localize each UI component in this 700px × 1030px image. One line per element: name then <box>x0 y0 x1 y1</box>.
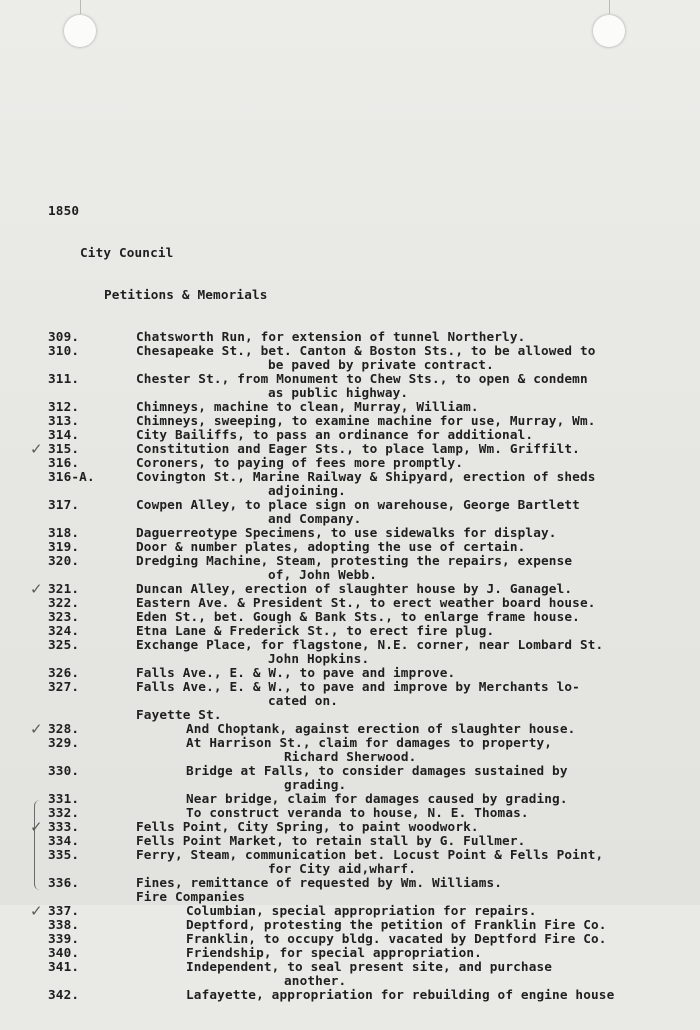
entry-line <box>48 988 688 1002</box>
entry-number: 316. <box>48 455 80 470</box>
entry-line <box>48 386 688 400</box>
entry-text: Friendship, for special appropriation. <box>186 945 482 960</box>
entry-text: City Bailiffs, to pass an ordinance for additional. <box>136 427 534 442</box>
entry-number: 335. <box>48 847 80 862</box>
handwritten-check-mark: ✓ <box>30 720 43 738</box>
entry-line <box>30 440 688 458</box>
entry-line <box>48 638 688 652</box>
punch-hole <box>63 14 97 48</box>
entry-line <box>48 484 688 498</box>
handwritten-check-mark: ✓ <box>30 818 43 836</box>
entry-line <box>48 862 688 876</box>
entry-text: And Choptank, against erection of slaughter house. <box>186 721 576 736</box>
entry-text: Falls Ave., E. & W., to pave and improve. <box>136 665 456 680</box>
year: 1850 <box>48 203 80 218</box>
entry-text: Fells Point, City Spring, to paint woodwork. <box>136 819 479 834</box>
entry-number: 324. <box>48 623 80 638</box>
entry-line <box>48 932 688 946</box>
entry-line <box>48 554 688 568</box>
entry-number: 337. <box>48 903 80 918</box>
entry-text-continuation: grading. <box>284 777 347 792</box>
entry-text: Duncan Alley, erection of slaughter house by J. Ganagel. <box>136 581 573 596</box>
entry-number: 313. <box>48 413 80 428</box>
entry-line <box>48 372 688 386</box>
entry-line <box>30 818 688 836</box>
entry-text: Columbian, special appropriation for repairs. <box>186 903 537 918</box>
entry-text: Chimneys, sweeping, to examine machine for use, Murray, Wm. <box>136 413 596 428</box>
entry-text-continuation: John Hopkins. <box>268 651 370 666</box>
entry-number: 332. <box>48 805 80 820</box>
entry-line <box>48 848 688 862</box>
entry-text-continuation: be paved by private contract. <box>268 357 494 372</box>
entry-line <box>48 918 688 932</box>
entry-text: To construct veranda to house, N. E. Thomas. <box>186 805 529 820</box>
entry-text-continuation: cated on. <box>268 693 339 708</box>
entry-number: 322. <box>48 595 80 610</box>
entry-text-continuation: and Company. <box>268 511 362 526</box>
entry-number: 336. <box>48 875 80 890</box>
entry-text: Etna Lane & Frederick St., to erect fire plug. <box>136 623 495 638</box>
entry-number: 317. <box>48 497 80 512</box>
handwritten-check-mark: ✓ <box>30 440 43 458</box>
entry-text: Near bridge, claim for damages caused by grading. <box>186 791 568 806</box>
entry-number: 321. <box>48 581 80 596</box>
entry-text: Eastern Ave. & President St., to erect weather board house. <box>136 595 596 610</box>
entry-line <box>48 414 688 428</box>
entry-text: Eden St., bet. Gough & Bank Sts., to enlarge frame house. <box>136 609 580 624</box>
punch-hole <box>592 14 626 48</box>
entry-line <box>48 834 688 848</box>
entry-line <box>48 876 688 890</box>
entry-number: 331. <box>48 791 80 806</box>
year-heading <box>48 204 688 218</box>
entry-text: Bridge at Falls, to consider damages sustained by <box>186 763 568 778</box>
entry-number: 342. <box>48 987 80 1002</box>
entry-line <box>48 694 688 708</box>
entry-text: Daguerreotype Specimens, to use sidewalks for display. <box>136 525 557 540</box>
entry-text: Constitution and Eager Sts., to place lamp, Wm. Griffilt. <box>136 441 580 456</box>
entry-line <box>48 806 688 820</box>
entry-number: 319. <box>48 539 80 554</box>
entry-text-continuation: as public highway. <box>268 385 409 400</box>
index-text <box>30 176 688 1030</box>
handwritten-bracket-mark <box>34 800 41 890</box>
entry-line <box>48 680 688 694</box>
entry-line <box>48 974 688 988</box>
entry-line <box>48 498 688 512</box>
handwritten-check-mark: ✓ <box>30 902 43 920</box>
entry-line <box>48 778 688 792</box>
entry-number: 328. <box>48 721 80 736</box>
entry-line <box>48 610 688 624</box>
entry-text-continuation: of, John Webb. <box>268 567 378 582</box>
subsection-title: Petitions & Memorials <box>104 287 268 302</box>
entry-text: Lafayette, appropriation for rebuilding of engine house <box>186 987 615 1002</box>
entry-text-continuation: adjoining. <box>268 483 346 498</box>
entry-text: Deptford, protesting the petition of Franklin Fire Co. <box>186 917 607 932</box>
entry-text: Fire Companies <box>136 889 246 904</box>
entry-line <box>48 344 688 358</box>
entry-line <box>48 666 688 680</box>
entry-number: 318. <box>48 525 80 540</box>
entry-line <box>48 358 688 372</box>
entry-text: Covington St., Marine Railway & Shipyard, erection of sheds <box>136 469 596 484</box>
entry-line <box>48 890 688 904</box>
entry-line <box>48 456 688 470</box>
entry-line <box>48 708 688 722</box>
entry-line <box>48 750 688 764</box>
entry-line <box>48 526 688 540</box>
entry-number: 314. <box>48 427 80 442</box>
entry-number: 327. <box>48 679 80 694</box>
entry-line <box>48 428 688 442</box>
entry-number: 310. <box>48 343 80 358</box>
entry-line <box>48 512 688 526</box>
entry-line <box>48 470 688 484</box>
entry-line <box>48 596 688 610</box>
entry-number: 325. <box>48 637 80 652</box>
entry-text: Chester St., from Monument to Chew Sts., to open & condemn <box>136 371 588 386</box>
entry-text-continuation: another. <box>284 973 347 988</box>
entry-text-continuation: for City aid,wharf. <box>268 861 416 876</box>
entry-text: Chatsworth Run, for extension of tunnel Northerly. <box>136 329 526 344</box>
entry-number: 340. <box>48 945 80 960</box>
entry-number: 311. <box>48 371 80 386</box>
entry-line <box>30 720 688 738</box>
entry-line <box>48 736 688 750</box>
entry-text: Falls Ave., E. & W., to pave and improve by Merchants lo- <box>136 679 580 694</box>
entry-number: 312. <box>48 399 80 414</box>
entry-number: 323. <box>48 609 80 624</box>
entry-line <box>48 400 688 414</box>
entry-line <box>48 946 688 960</box>
entry-number: 329. <box>48 735 80 750</box>
entry-text: At Harrison St., claim for damages to property, <box>186 735 553 750</box>
entry-number: 309. <box>48 329 80 344</box>
entry-text: Chimneys, machine to clean, Murray, William. <box>136 399 479 414</box>
entry-line <box>48 624 688 638</box>
entry-line <box>30 902 688 920</box>
entry-number: 341. <box>48 959 80 974</box>
entry-line <box>48 568 688 582</box>
entry-line <box>48 540 688 554</box>
handwritten-check-mark: ✓ <box>30 580 43 598</box>
entry-number: 339. <box>48 931 80 946</box>
entry-number: 333. <box>48 819 80 834</box>
entry-text: Franklin, to occupy bldg. vacated by Deptford Fire Co. <box>186 931 607 946</box>
entry-text: Chesapeake St., bet. Canton & Boston Sts., to be allowed to <box>136 343 596 358</box>
entries-list <box>30 329 688 1002</box>
entry-number: 338. <box>48 917 80 932</box>
entry-text: Dredging Machine, Steam, protesting the repairs, expense <box>136 553 573 568</box>
entry-line <box>48 960 688 974</box>
entry-text: Cowpen Alley, to place sign on warehouse, George Bartlett <box>136 497 580 512</box>
entry-number: 326. <box>48 665 80 680</box>
entry-line <box>48 652 688 666</box>
entry-text: Fayette St. <box>136 707 222 722</box>
entry-text-continuation: Richard Sherwood. <box>284 749 417 764</box>
section-title: City Council <box>80 245 174 260</box>
entry-number: 315. <box>48 441 80 456</box>
entry-line <box>48 330 688 344</box>
entry-number: 320. <box>48 553 80 568</box>
entry-text: Exchange Place, for flagstone, N.E. corner, near Lombard St. <box>136 637 604 652</box>
entry-text: Ferry, Steam, communication bet. Locust Point & Fells Point, <box>136 847 604 862</box>
entry-text: Independent, to seal present site, and purchase <box>186 959 553 974</box>
entry-number: 330. <box>48 763 80 778</box>
entry-text: Fines, remittance of requested by Wm. Williams. <box>136 875 503 890</box>
entry-number: 316-A. <box>48 469 95 484</box>
entry-line <box>48 764 688 778</box>
entry-line <box>30 580 688 598</box>
section-heading <box>48 246 688 260</box>
entry-text: Coroners, to paying of fees more promptly. <box>136 455 464 470</box>
entry-text: Door & number plates, adopting the use of certain. <box>136 539 526 554</box>
entry-line <box>48 792 688 806</box>
entry-number: 334. <box>48 833 80 848</box>
subsection-heading <box>48 288 688 302</box>
entry-text: Fells Point Market, to retain stall by G. Fullmer. <box>136 833 526 848</box>
